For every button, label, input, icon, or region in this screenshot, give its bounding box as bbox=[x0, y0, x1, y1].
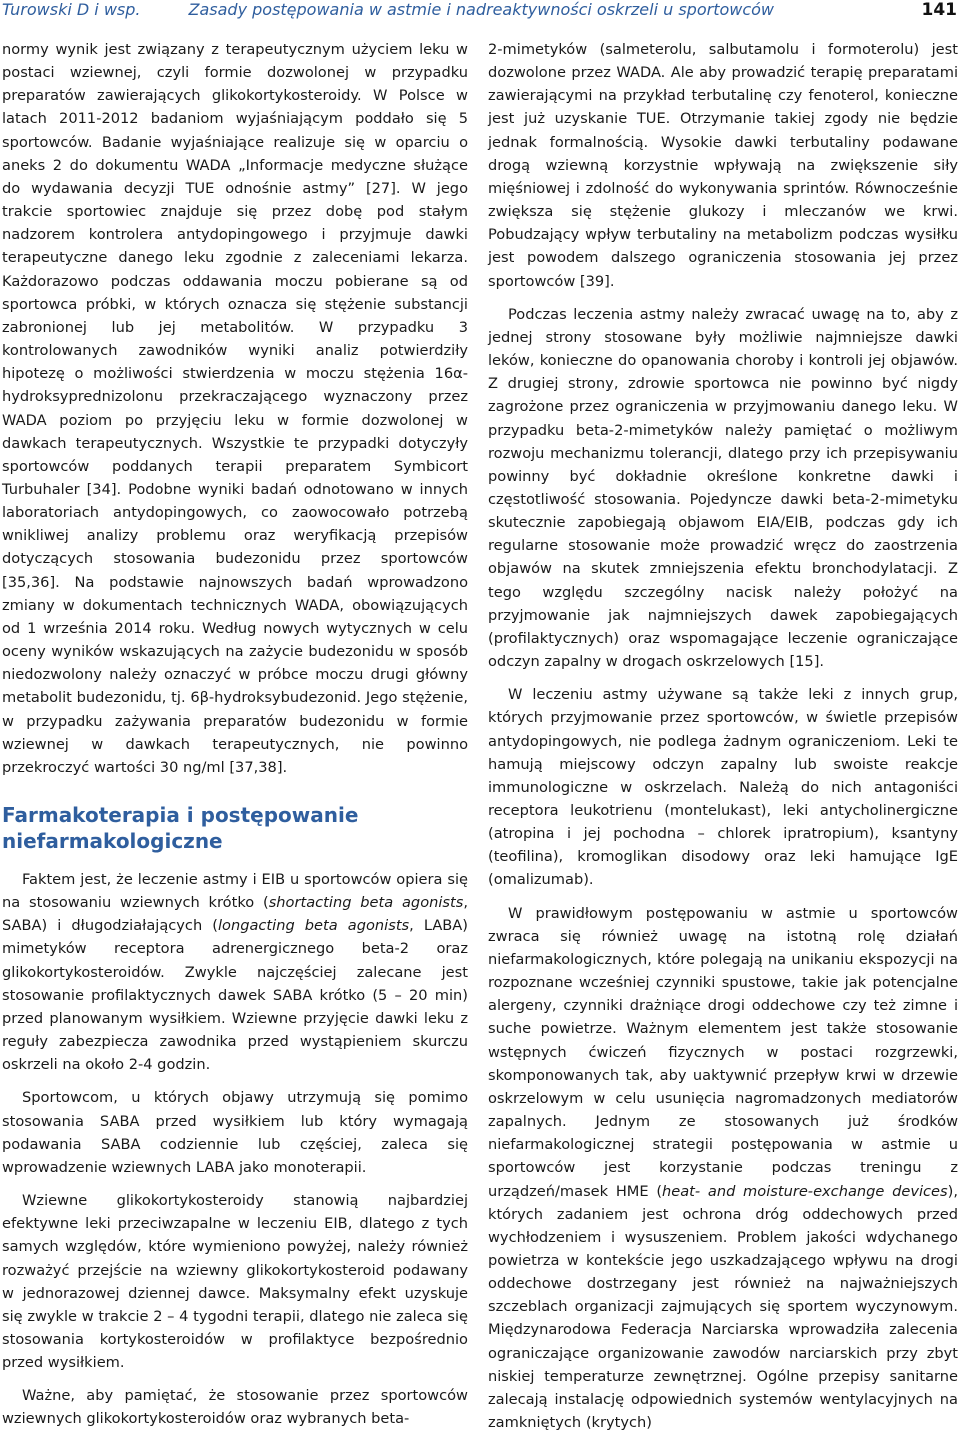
left-paragraph-1: normy wynik jest związany z terapeutycznym użyciem leku w postaci wziewnej, czyli formie dozwolonej w przypadku preparatów zawierających glikokortykosteroidy. W Polsce w latach 2011-2012 badaniom wyjaśniającym poddało się 5 sportowców. Badanie wyjaśniające realizuje się w oparciu o aneks 2 do dokumentu WADA „Informacje medyczne służące do wydawania decyzji TUE odnośnie astmy” [27]. W jego trakcie sportowiec znajduje się przez dobę pod stałym nadzorem kontrolera antydopingowego i przyjmuje dawki terapeutyczne danego leku zgodnie z zaleceniami lekarza. Każdorazowo podczas oddawania moczu pobierane są od sportowca próbki, w których oznacza się stężenie substancji zabronionej lub jej metabolitów. W przypadku 3 kontrolowanych zawodników wyniki analiz potwierdziły hipotezę o możliwości stwierdzenia w moczu stężenia 16α-hydroksyprednizolonu przekraczającego wyznaczony przez WADA poziom po przyjęciu leku w formie dozwolonej w dawkach terapeutycznych. Wszystkie te przypadki dotyczyły sportowców poddanych terapii preparatem Symbicort Turbuhaler [34]. Podobne wyniki badań odnotowano w innych laboratoriach antydopingowych, co zaowocowało potrzebą wnikliwej analizy problemu oraz weryfikacją przepisów dotyczących stosowania budezonidu przez sportowców [35,36]. Na podstawie najnowszych badań wprowadzono zmiany w dokumentach technicznych WADA, obowiązujących od 1 września 2014 roku. Według nowych wytycznych w celu oceny wyników wskazujących na zażycie budezonidu w sposób niedozwolony należy oznaczyć w próbce moczu drugi główny metabolit budezonidu, tj. 6β-hydroksybudezonid. Jego stężenie, w przypadku zażywania preparatów budezonidu w formie wziewnej w dawkach terapeutycznych, nie powinno przekroczyć wartości 30 ng/ml [37,38]. bbox=[2, 41, 468, 776]
text-run: ), których zadaniem jest ochrona dróg oddechowych przed wychłodzeniem i wysuszeniem. Problem jakości wdychanego powietrza w kontekście jego uszkadzającego wpływu na drogi oddechowe dostrzegany jest również na najważniejszych szczeblach organizacji zajmujących się sportem wyczynowym. Międzynarodowa Federacja Narciarska wprowadziła zalecenia ograniczające organizowanie zawodów narciarskich przy zbyt niskiej temperaturze zewnętrznej. Ogólne przepisy sanitarne zalecają instalację odpowiednich systemów wentylacyjnych na zamkniętych (krytych) bbox=[488, 1182, 958, 1432]
right-paragraph-2: Podczas leczenia astmy należy zwracać uwagę na to, aby z jednej strony stosowane były możliwie najmniejsze dawki leków, konieczne do opanowania choroby i kontroli jej objawów. Z drugiej strony, zdrowie sportowca nie powinno być nigdy zagrożone przez ograniczenia w przyjmowaniu danego leku. W przypadku beta-2-mimetyków należy pamiętać o możliwym rozwoju mechanizmu tolerancji, dlatego przy ich przepisywaniu powinny być dokładnie określone konkretne dawki i częstotliwość stosowania. Pojedyncze dawki beta-2-mimetyku skutecznie zapobiegają objawom EIA/EIB, podczas gdy ich regularne stosowanie może prowadzić wręcz do zaostrzenia objawów na skutek zmniejszenia efektu bronchodylatacji. Z tego względu szczególny nacisk należy położyć na przyjmowanie jak najmniejszych dawek zapobiegających (profilaktycznych) oraz wspomagające leczenie ograniczające odczyn zapalny w drogach oskrzelowych [15]. bbox=[488, 305, 958, 671]
header-running-title: Zasady postępowania w astmie i nadreaktywności oskrzeli u sportowców bbox=[188, 0, 775, 19]
section-heading: Farmakoterapia i postępowanie niefarmakologiczne bbox=[2, 803, 359, 853]
italic-term: heat- and moisture-exchange devices bbox=[662, 1182, 948, 1200]
right-paragraph-4 bbox=[488, 902, 958, 1434]
text-run: , SABA) i długodziałających ( bbox=[2, 894, 468, 935]
left-paragraph-3: Sportowcom, u których objawy utrzymują się pomimo stosowania SABA przed wysiłkiem lub który wymagają podawania SABA codziennie lub częściej, zaleca się wprowadzenie wziewnych LABA jako monoterapii. bbox=[2, 1089, 468, 1176]
right-column bbox=[488, 38, 958, 1434]
running-header bbox=[2, 0, 957, 24]
left-paragraph-2 bbox=[2, 868, 468, 1076]
left-paragraph-5: Ważne, aby pamiętać, że stosowanie przez sportowców wziewnych glikokortykosteroidów oraz wybranych beta- bbox=[2, 1387, 468, 1428]
page-number: 141 bbox=[921, 0, 957, 20]
italic-term: longacting beta agonists bbox=[217, 917, 410, 935]
header-authors: Turowski D i wsp. bbox=[2, 0, 141, 19]
left-column bbox=[2, 38, 468, 1431]
text-run: W prawidłowym postępowaniu w astmie u sportowców zwraca się również uwagę na istotną rolę działań niefarmakologicznych, które polegają na unikaniu ekspozycji na rozpoznane wcześniej czynniki spustowe, takie jak potencjalne alergeny, czynniki drażniące drogi oddechowe czy też zimne i suche powietrze. Ważnym elementem jest także stosowanie wstępnych ćwiczeń fizycznych w postaci rozgrzewki, skomponowanych tak, aby uaktywnić przepływ krwi w drzewie oskrzelowym w celu usunięcia nagromadzonych mediatorów zapalnych. Jednym ze stosowanych już środków niefarmakologicznej strategii postępowania w astmie u sportowców jest korzystanie podczas treningu z urządzeń/masek HME ( bbox=[488, 904, 958, 1200]
right-paragraph-3: W leczeniu astmy używane są także leki z innych grup, których przyjmowanie przez sportowców, w świetle przepisów antydopingowych, nie podlega żadnym ograniczeniom. Leki te hamują miejscowy odczyn zapalny lub swoiste reakcje immunologiczne w oskrzelach. Należą do nich antagoniści receptora leukotrienu (montelukast), leki antycholinergiczne (atropina i jej pochodna – chlorek ipratropium), ksantyny (teofilina), kromoglikan disodowy oraz leki hamujące IgE (omalizumab). bbox=[488, 686, 958, 889]
left-paragraph-4: Wziewne glikokortykosteroidy stanowią najbardziej efektywne leki przeciwzapalne w leczeniu EIB, dlatego z tych samych względów, które wymieniono powyżej, należy również rozważyć przejście na wziewny glikokortykosteroid podawany w jednorazowej dziennej dawce. Maksymalny efekt uzyskuje się zwykle w trakcie 2 – 4 tygodni terapii, dlatego nie zaleca się stosowania kortykosteroidów w profilaktyce bezpośrednio przed wysiłkiem. bbox=[2, 1192, 468, 1372]
right-paragraph-1: 2-mimetyków (salmeterolu, salbutamolu i formoterolu) jest dozwolone przez WADA. Ale aby prowadzić terapię preparatami zawierającymi na przykład terbutalinę czy fenoterol, konieczne jest już uzyskanie TUE. Otrzymanie takiej zgody nie będzie jednak formalnością. Wysokie dawki terbutaliny podawane drogą wziewną korzystnie wpływają na zwiększenie siły mięśniowej i zdolność do wykonywania sprintów. Równocześnie zwiększa się stężenie glukozy i mleczanów we krwi. Pobudzający wpływ terbutaliny na metabolizm podczas wysiłku jest powodem dalszego ograniczenia stosowania jej przez sportowców [39]. bbox=[488, 41, 958, 290]
italic-term: shortacting beta agonists bbox=[268, 894, 464, 912]
text-run: Faktem jest, że leczenie astmy i EIB u sportowców opiera się na stosowaniu wziewnych krótko ( bbox=[2, 871, 468, 912]
text-run: , LABA) mimetyków receptora adrenergicznego beta-2 oraz glikokortykosteroidów. Zwykle najczęściej zalecane jest stosowanie profilaktycznych dawek SABA krótko (5 – 20 min) przed planowanym wysiłkiem. Wziewne przyjęcie dawki leku z reguły zabezpiecza zawodnika przed wystąpieniem skurczu oskrzeli na około 2-4 godzin. bbox=[2, 917, 468, 1074]
